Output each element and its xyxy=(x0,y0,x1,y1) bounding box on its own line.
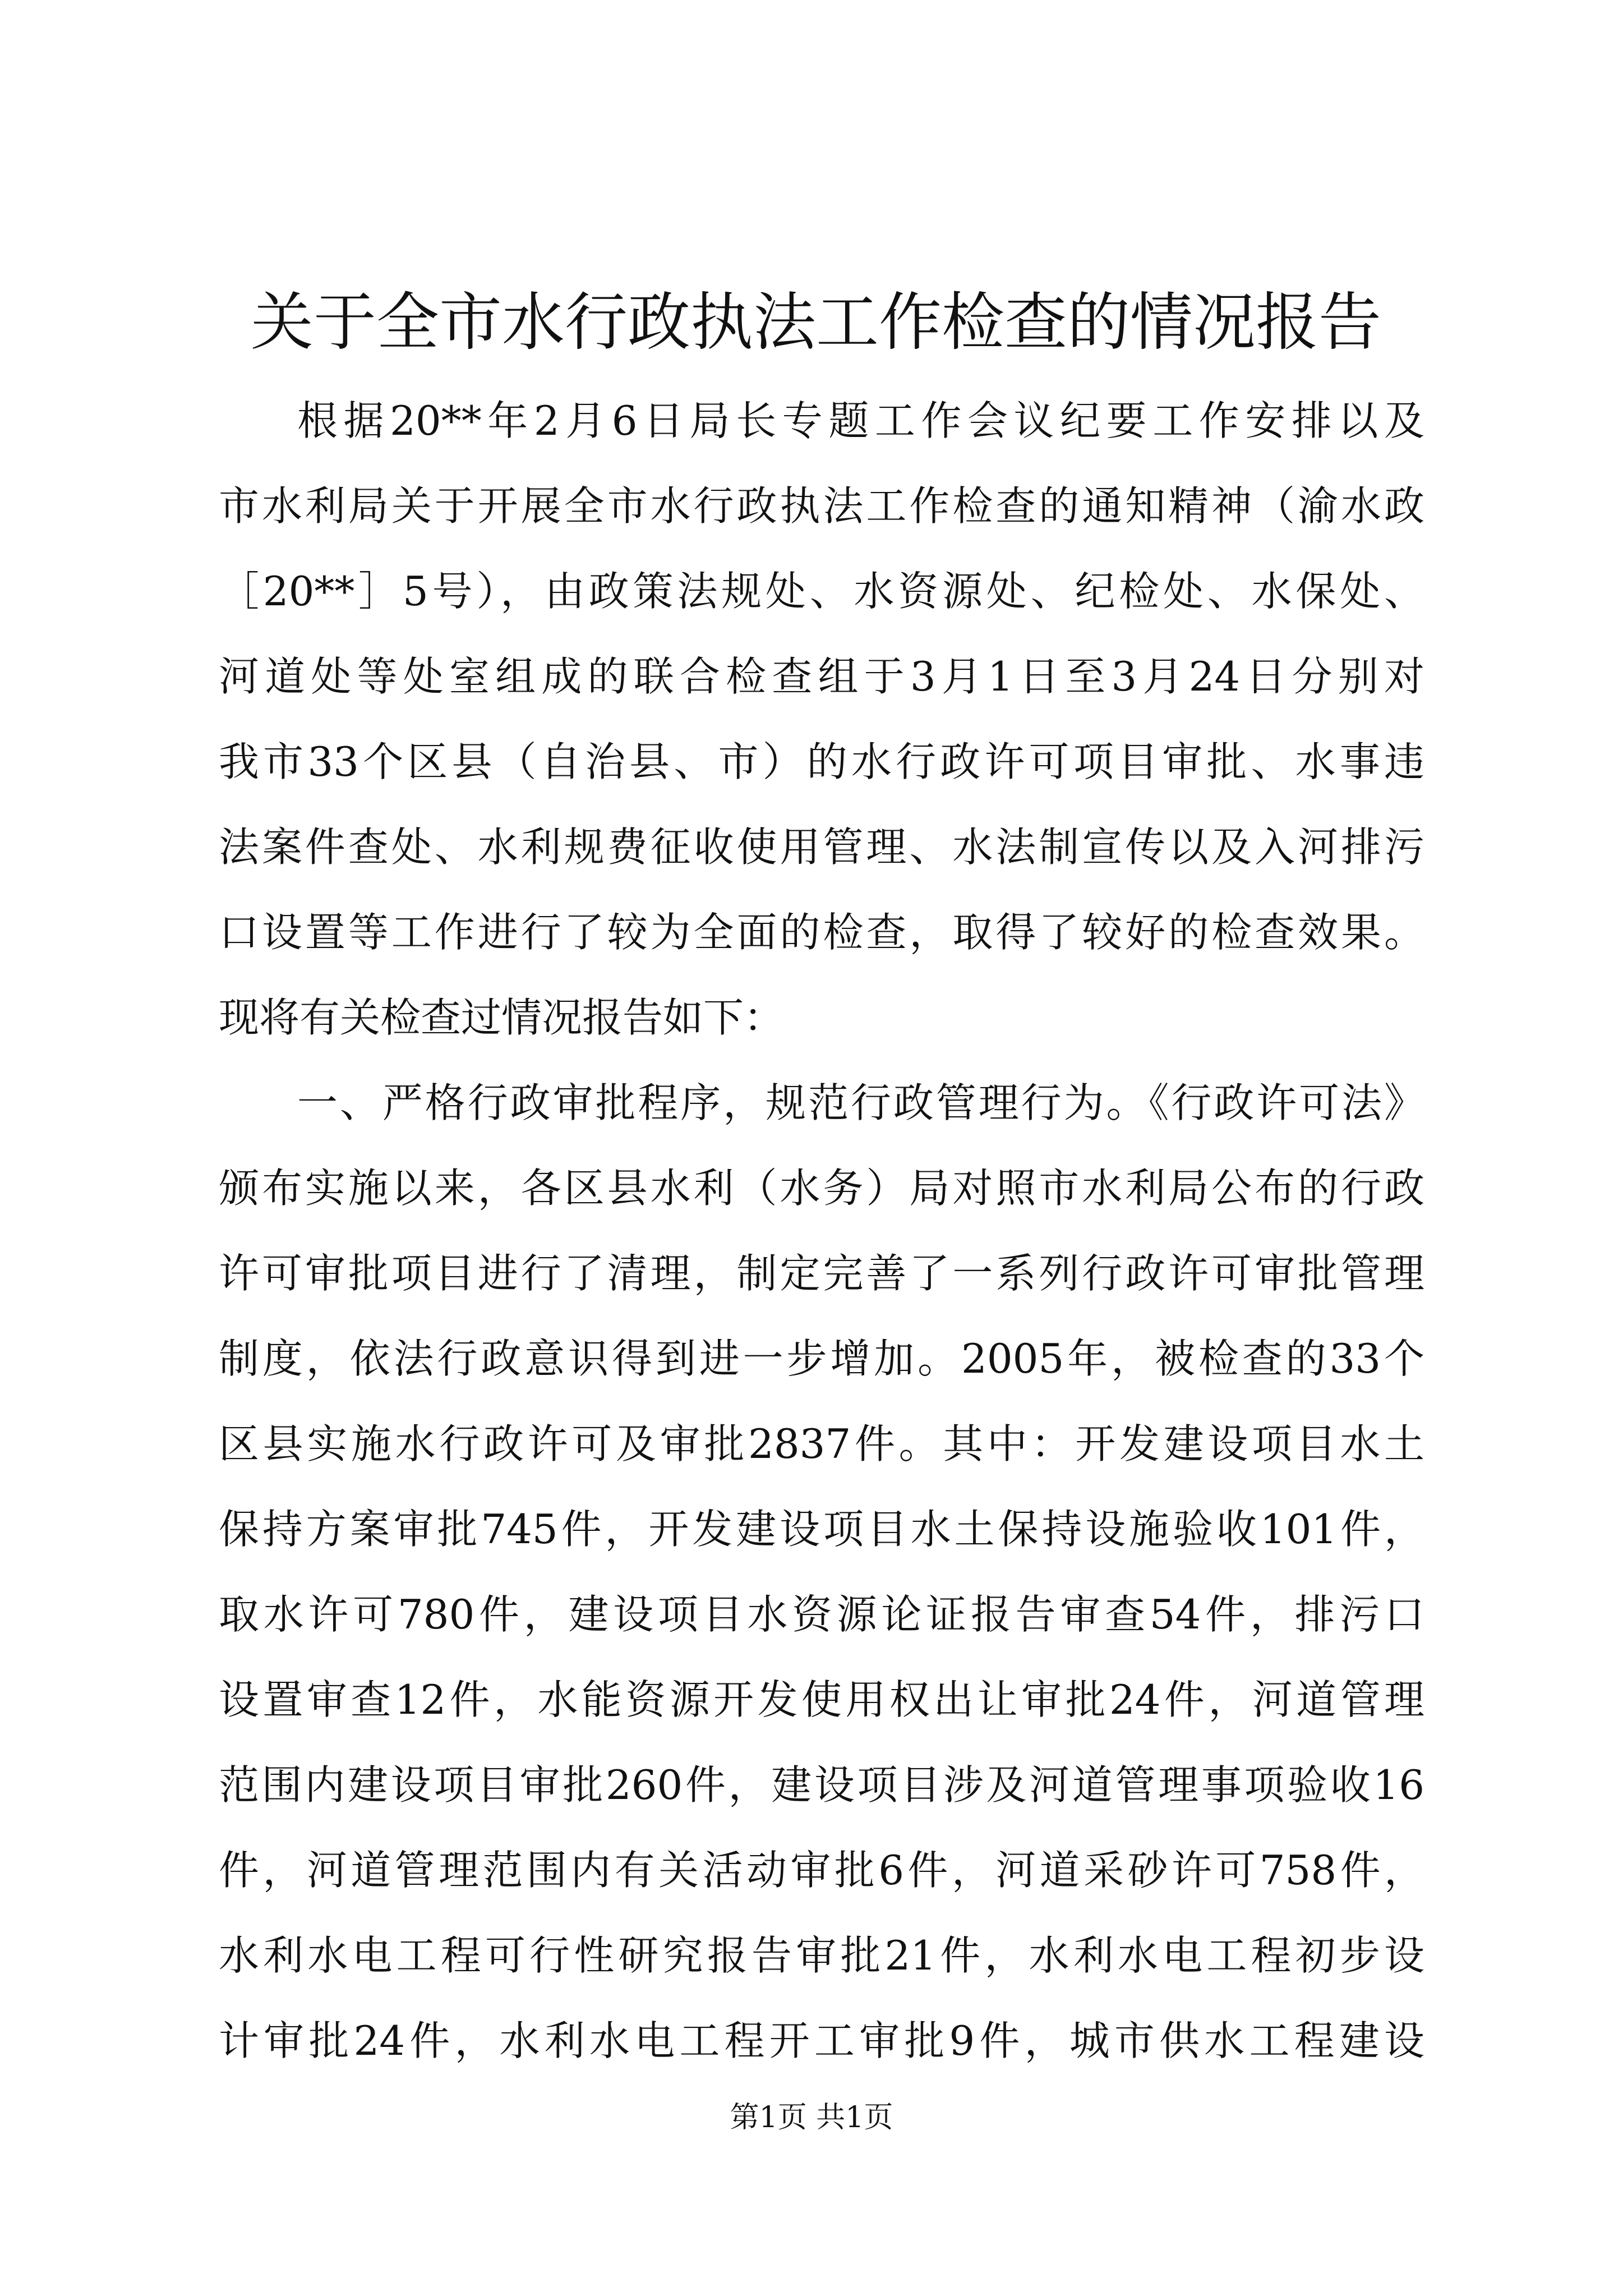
paragraph-1-line-4: 河道处等处室组成的联合检查组于3月1日至3月24日分别对 xyxy=(219,653,1424,700)
paragraph-2-line-1: 一、严格行政审批程序，规范行政管理行为。《行政许可法》 xyxy=(297,1079,1424,1126)
paragraph-2-line-9: 范围内建设项目审批260件，建设项目涉及河道管理事项验收16 xyxy=(219,1761,1424,1809)
paragraph-2-line-8: 设置审查12件，水能资源开发使用权出让审批24件，河道管理 xyxy=(219,1676,1424,1723)
page-number-footer: 第1页 共1页 xyxy=(730,2101,893,2134)
paragraph-1-line-3: ［20**］5号），由政策法规处、水资源处、纪检处、水保处、 xyxy=(219,568,1424,615)
paragraph-2-line-2: 颁布实施以来，各区县水利（水务）局对照市水利局公布的行政 xyxy=(219,1165,1424,1212)
paragraph-2-line-4: 制度，依法行政意识得到进一步增加。2005年，被检查的33个 xyxy=(219,1335,1424,1382)
paragraph-2-line-12: 计审批24件，水利水电工程开工审批9件，城市供水工程建设 xyxy=(219,2017,1424,2064)
paragraph-1-line-1: 根据20**年2月6日局长专题工作会议纪要工作安排以及 xyxy=(297,397,1424,444)
paragraph-2-line-11: 水利水电工程可行性研究报告审批21件，水利水电工程初步设 xyxy=(219,1932,1424,1979)
paragraph-1-line-5: 我市33个区县（自治县、市）的水行政许可项目审批、水事违 xyxy=(219,738,1424,785)
paragraph-2-line-6: 保持方案审批745件，开发建设项目水土保持设施验收101件， xyxy=(219,1506,1424,1553)
paragraph-1-line-2: 市水利局关于开展全市水行政执法工作检查的通知精神（渝水政 xyxy=(219,482,1424,530)
paragraph-2-line-10: 件，河道管理范围内有关活动审批6件，河道采砂许可758件， xyxy=(219,1847,1424,1894)
paragraph-2-line-7: 取水许可780件，建设项目水资源论证报告审查54件，排污口 xyxy=(219,1591,1424,1638)
document-title: 关于全市水行政执法工作检查的情况报告 xyxy=(251,286,1381,359)
paragraph-2-line-5: 区县实施水行政许可及审批2837件。其中：开发建设项目水土 xyxy=(219,1420,1424,1467)
paragraph-1-line-6: 法案件查处、水利规费征收使用管理、水法制宣传以及入河排污 xyxy=(219,823,1424,871)
paragraph-2-line-3: 许可审批项目进行了清理，制定完善了一系列行政许可审批管理 xyxy=(219,1250,1424,1297)
paragraph-1-line-8: 现将有关检查过情况报告如下： xyxy=(219,994,785,1041)
paragraph-1-line-7: 口设置等工作进行了较为全面的检查，取得了较好的检查效果。 xyxy=(219,909,1424,956)
